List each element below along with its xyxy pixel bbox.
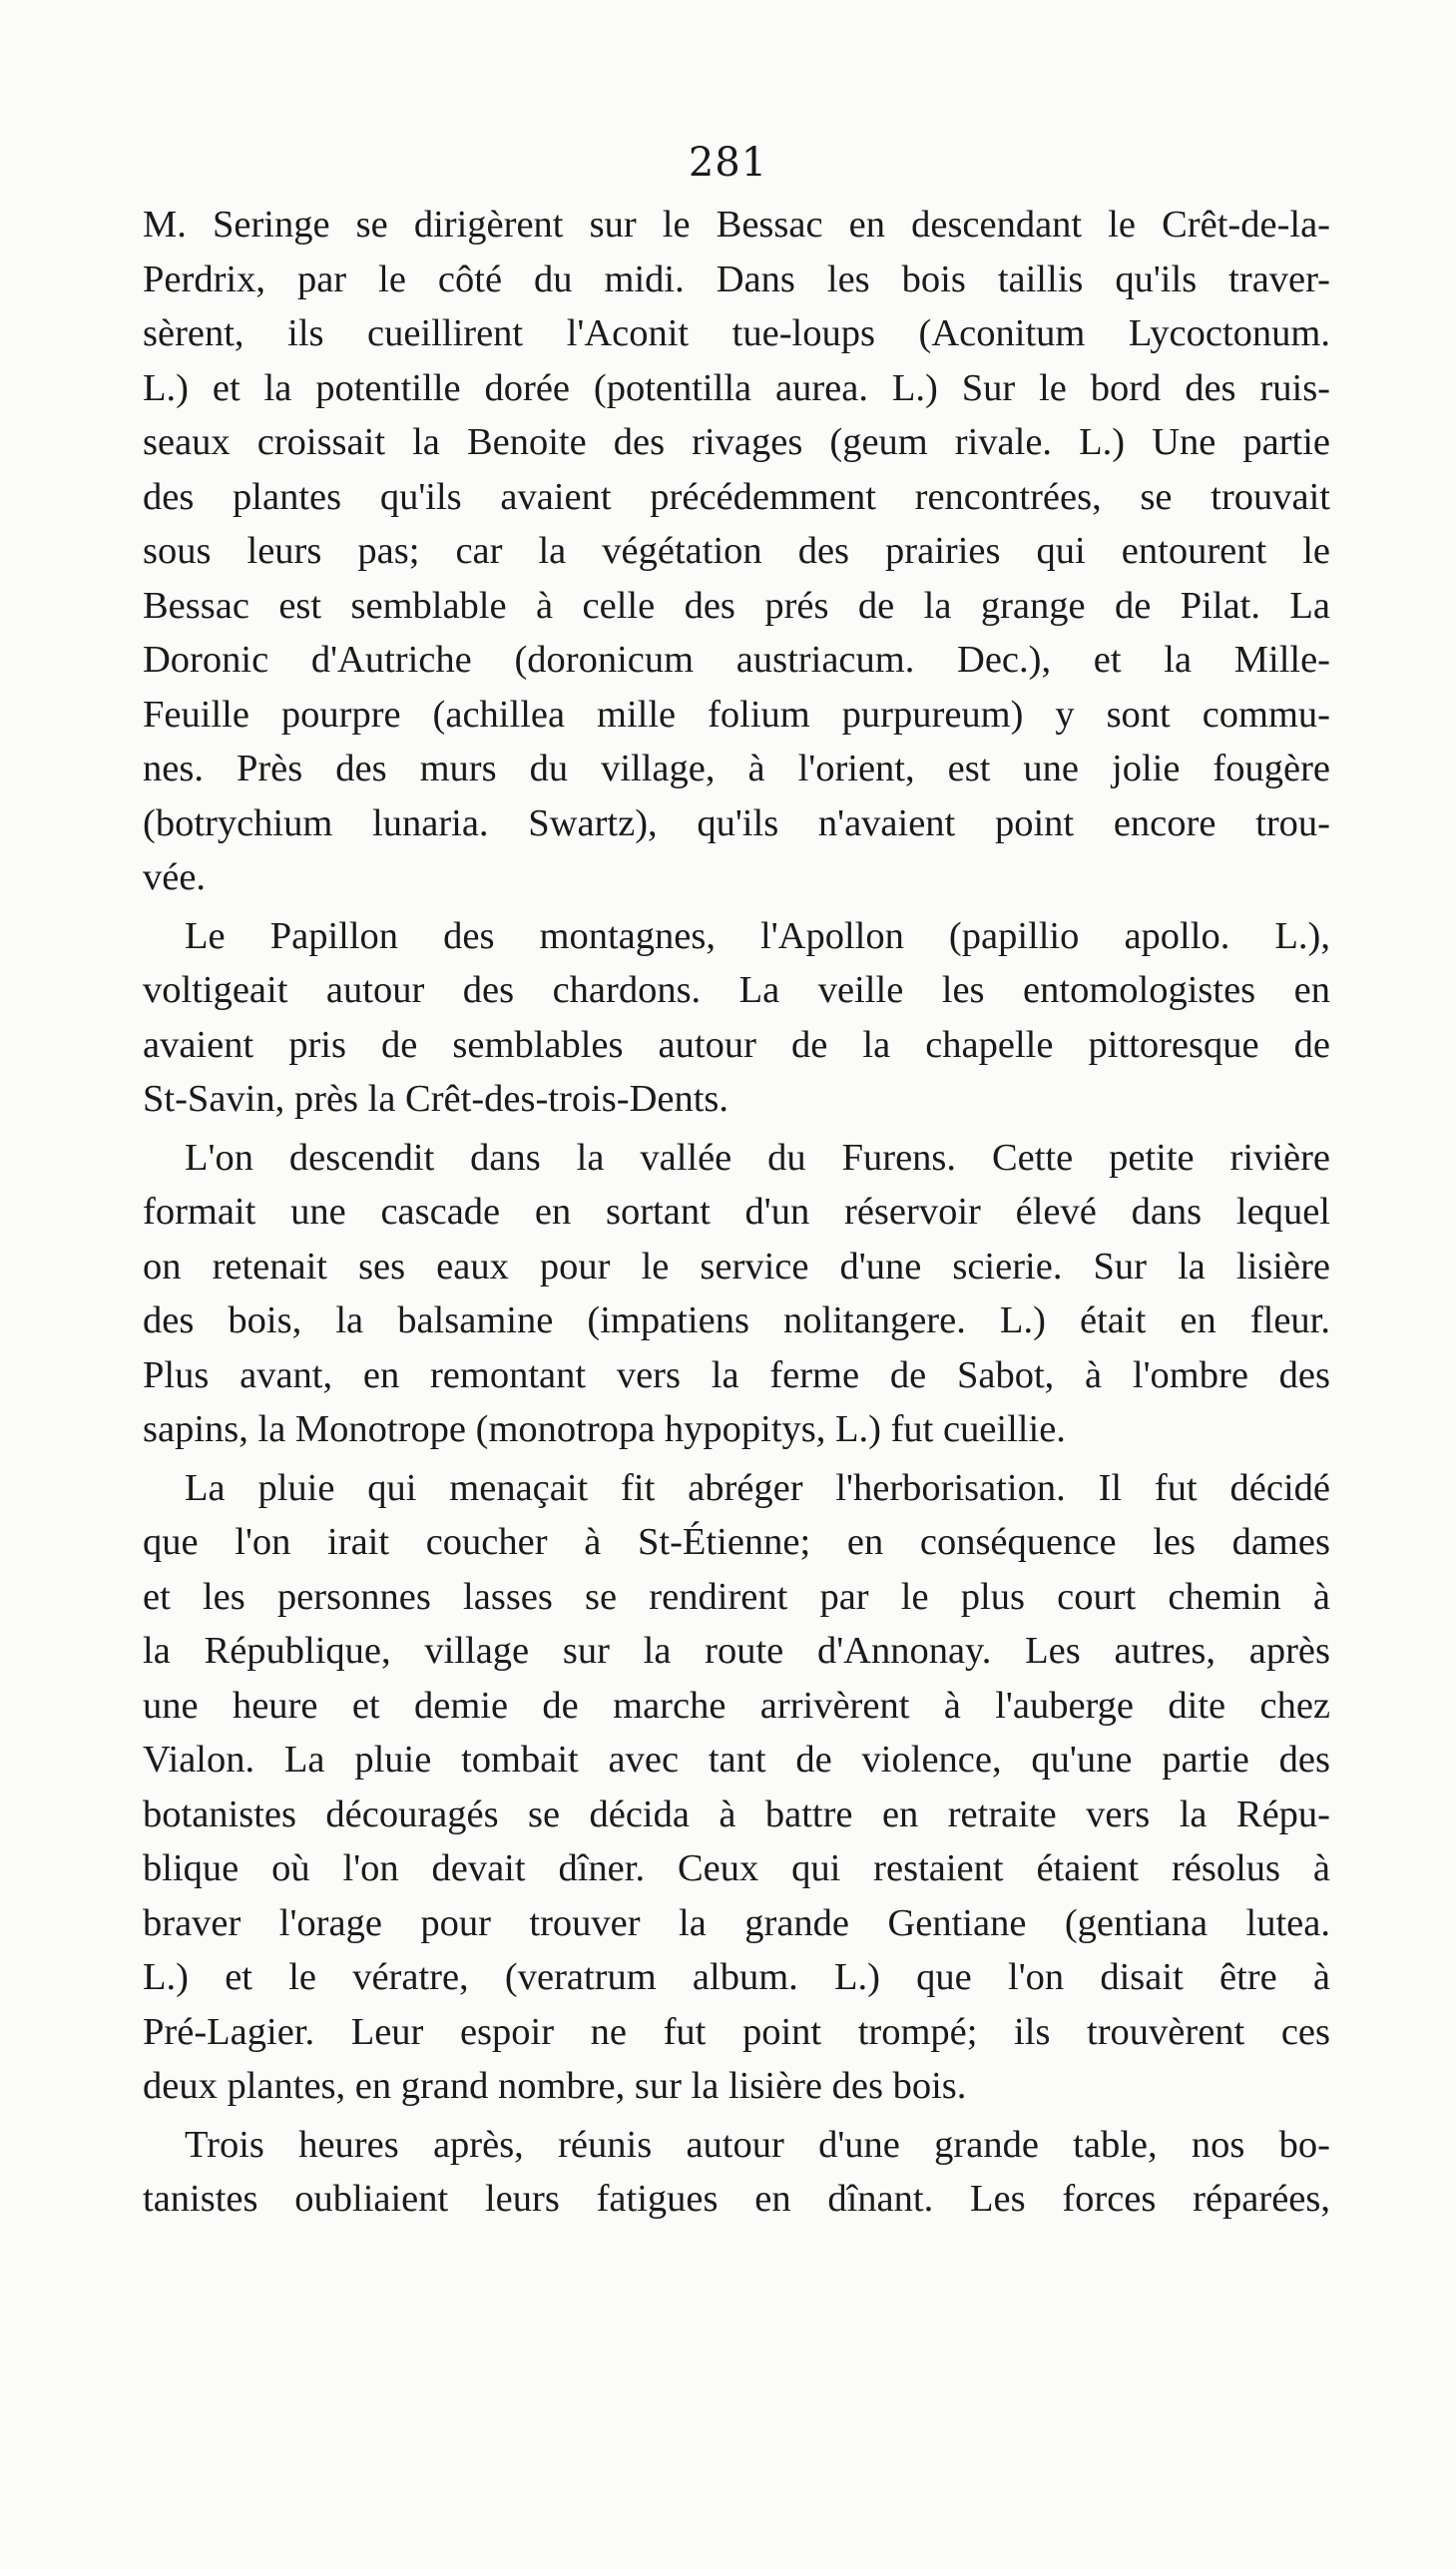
text-line: blique où l'on devait dîner. Ceux qui restaient étaient résolus à	[143, 1847, 1330, 1889]
paragraph-2	[143, 909, 1330, 1127]
paragraph-1	[143, 198, 1330, 905]
text-line: voltigeait autour des chardons. La veille les entomologistes en	[143, 969, 1330, 1011]
text-line: on retenait ses eaux pour le service d'une scierie. Sur la lisière	[143, 1245, 1330, 1287]
body-text	[143, 198, 1330, 2231]
text-line: Pré-Lagier. Leur espoir ne fut point trompé; ils trouvèrent ces	[143, 2010, 1330, 2053]
text-line: Bessac est semblable à celle des prés de la grange de Pilat. La	[143, 584, 1330, 627]
text-line: Perdrix, par le côté du midi. Dans les bois taillis qu'ils traver-	[143, 257, 1330, 300]
text-line: Plus avant, en remontant vers la ferme de Sabot, à l'ombre des	[143, 1353, 1330, 1396]
text-line: St-Savin, près la Crêt-des-trois-Dents.	[143, 1078, 729, 1120]
paragraph-5	[143, 2118, 1330, 2227]
text-line: et les personnes lasses se rendirent par le plus court chemin à	[143, 1575, 1330, 1618]
text-line: braver l'orage pour trouver la grande Gentiane (gentiana lutea.	[143, 1901, 1330, 1944]
text-line: la République, village sur la route d'Annonay. Les autres, après	[143, 1630, 1330, 1672]
text-line: Vialon. La pluie tombait avec tant de violence, qu'une partie des	[143, 1739, 1330, 1781]
text-line: une heure et demie de marche arrivèrent à l'auberge dite chez	[143, 1684, 1330, 1727]
text-line: tanistes oubliaient leurs fatigues en dînant. Les forces réparées,	[143, 2178, 1330, 2220]
text-line: L.) et la potentille dorée (potentilla aurea. L.) Sur le bord des ruis-	[143, 366, 1330, 409]
text-line: Feuille pourpre (achillea mille folium purpureum) y sont commu-	[143, 693, 1330, 736]
text-line: botanistes découragés se décida à battre en retraite vers la Répu-	[143, 1793, 1330, 1835]
text-line: nes. Près des murs du village, à l'orient, est une jolie fougère	[143, 748, 1330, 789]
text-line: vée.	[143, 856, 207, 898]
paragraph-4	[143, 1461, 1330, 2114]
paragraph-3	[143, 1131, 1330, 1457]
text-line: formait une cascade en sortant d'un réservoir élevé dans lequel	[143, 1191, 1330, 1233]
text-line: M. Seringe se dirigèrent sur le Bessac en descendant le Crêt-de-la-	[143, 204, 1330, 246]
text-line: (botrychium lunaria. Swartz), qu'ils n'avaient point encore trou-	[143, 801, 1330, 844]
text-line: Trois heures après, réunis autour d'une grande table, nos bo-	[185, 2123, 1330, 2166]
text-line: seaux croissait la Benoite des rivages (geum rivale. L.) Une partie	[143, 421, 1330, 463]
text-line: sapins, la Monotrope (monotropa hypopitys, L.) fut cueillie.	[143, 1408, 1066, 1450]
text-line: La pluie qui menaçait fit abréger l'herborisation. Il fut décidé	[185, 1466, 1330, 1509]
text-line: Doronic d'Autriche (doronicum austriacum. Dec.), et la Mille-	[143, 639, 1330, 681]
text-line: des bois, la balsamine (impatiens nolitangere. L.) était en fleur.	[143, 1299, 1330, 1341]
text-line: sèrent, ils cueillirent l'Aconit tue-loups (Aconitum Lycoctonum.	[143, 312, 1330, 354]
text-line: deux plantes, en grand nombre, sur la lisière des bois.	[143, 2065, 967, 2107]
text-line: des plantes qu'ils avaient précédemment rencontrées, se trouvait	[143, 475, 1330, 518]
text-line: L'on descendit dans la vallée du Furens. Cette petite rivière	[185, 1136, 1330, 1179]
text-line: sous leurs pas; car la végétation des prairies qui entourent le	[143, 530, 1330, 572]
text-line: L.) et le vératre, (veratrum album. L.) que l'on disait être à	[143, 1956, 1330, 1998]
text-line: avaient pris de semblables autour de la chapelle pittoresque de	[143, 1023, 1330, 1066]
text-line: que l'on irait coucher à St-Étienne; en conséquence les dames	[143, 1521, 1330, 1563]
text-line: Le Papillon des montagnes, l'Apollon (papillio apollo. L.),	[185, 914, 1330, 957]
page-number: 281	[688, 140, 768, 186]
